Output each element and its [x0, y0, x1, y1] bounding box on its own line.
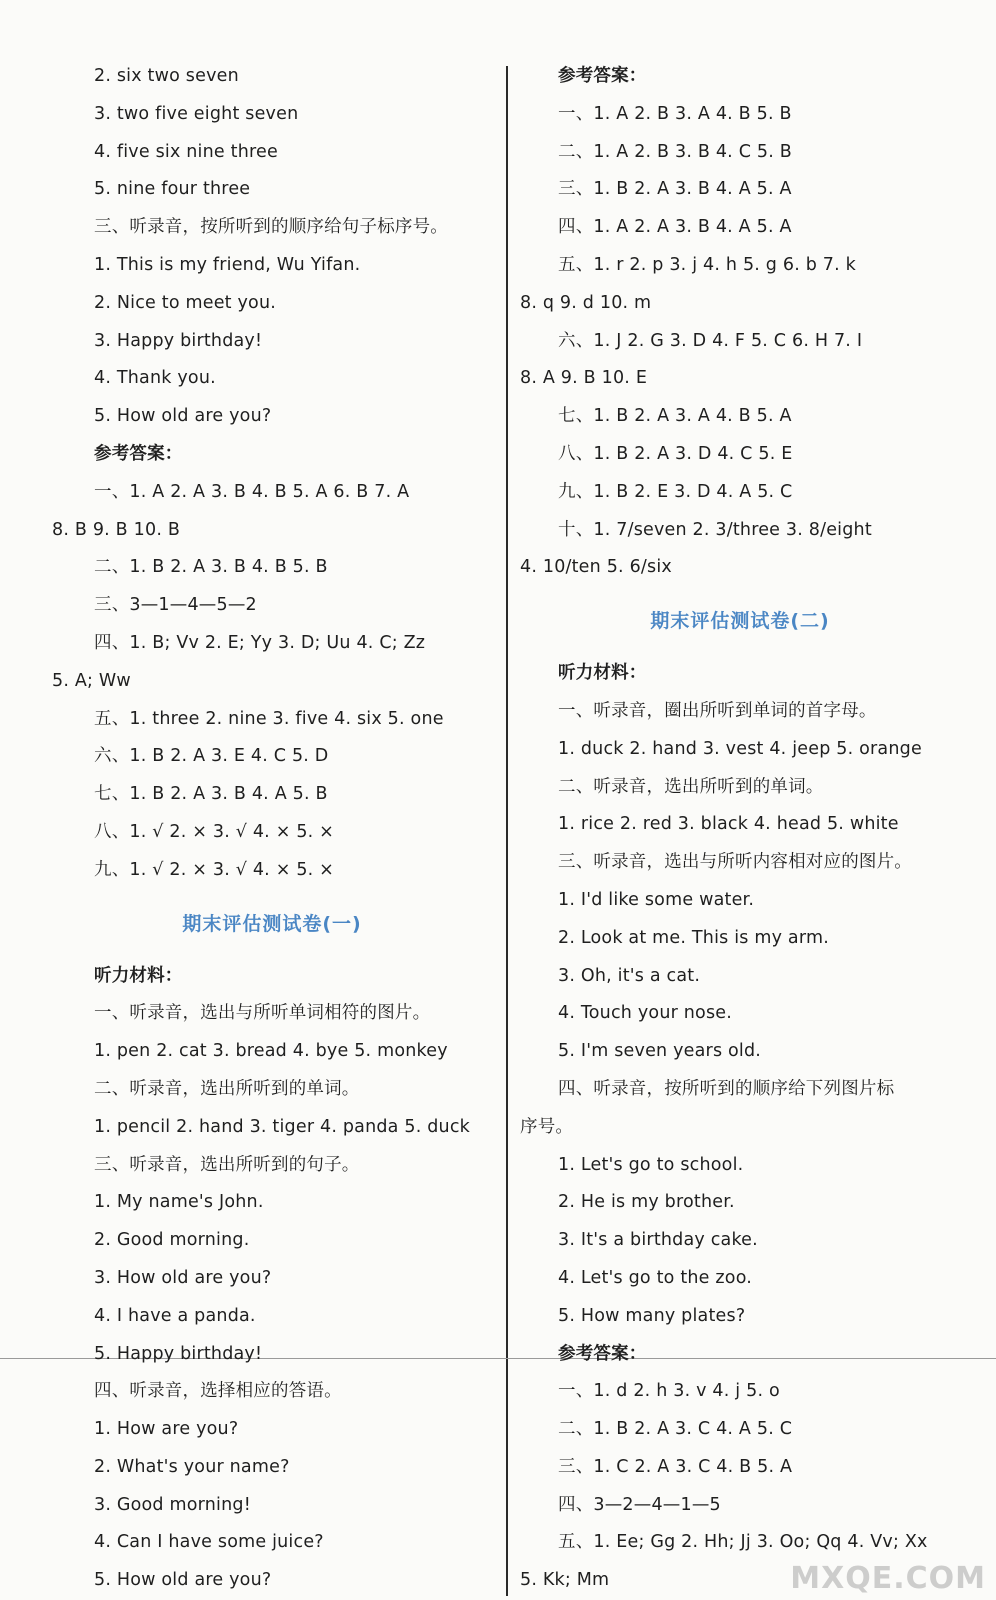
answer-line: 二、1. A 2. B 3. B 4. C 5. B: [558, 141, 792, 162]
text-line: 4. I have a panda.: [94, 1305, 256, 1326]
text-line: 4. Touch your nose.: [558, 1003, 733, 1024]
text-line: 3. How old are you?: [94, 1267, 272, 1288]
listening-label: 听力材料：: [558, 663, 647, 684]
text-line: 2. Good morning.: [94, 1230, 250, 1251]
answer-line: 8. q 9. d 10. m: [520, 292, 652, 313]
site-watermark: MXQE.COM: [790, 1561, 986, 1596]
text-line: 3. Good morning!: [94, 1494, 251, 1515]
text-line: 5. How old are you?: [94, 1570, 272, 1591]
answer-line: 十、1. 7/seven 2. 3/three 3. 8/eight: [558, 519, 872, 540]
text-line: 4. Can I have some juice?: [94, 1532, 324, 1553]
answer-line: 4. 10/ten 5. 6/six: [520, 557, 672, 578]
text-line: 2. Look at me. This is my arm.: [558, 927, 829, 948]
answer-line: 一、1. A 2. B 3. A 4. B 5. B: [558, 103, 792, 124]
question-title: 一、听录音，圈出所听到单词的首字母。: [558, 700, 877, 721]
question-title: 四、听录音，按所听到的顺序给下列图片标: [558, 1078, 895, 1099]
answer-line: 二、1. B 2. A 3. C 4. A 5. C: [558, 1419, 793, 1440]
text-line: 3. Happy birthday!: [94, 330, 263, 351]
text-line: 4. Thank you.: [94, 368, 216, 389]
text-line: 1. duck 2. hand 3. vest 4. jeep 5. orange: [558, 738, 922, 759]
text-line: 4. five six nine three: [94, 141, 278, 162]
text-line: 1. pencil 2. hand 3. tiger 4. panda 5. duck: [94, 1116, 470, 1137]
text-line: 5. How old are you?: [94, 406, 272, 427]
text-line: 1. pen 2. cat 3. bread 4. bye 5. monkey: [94, 1041, 448, 1062]
text-line: 5. How many plates?: [558, 1305, 746, 1326]
right-column: [520, 58, 960, 1600]
answer-line: 8. B 9. B 10. B: [52, 519, 181, 540]
text-line: 2. Nice to meet you.: [94, 292, 277, 313]
question-title: 二、听录音，选出所听到的单词。: [558, 776, 824, 797]
answer-line: 四、1. B; Vv 2. E; Yy 3. D; Uu 4. C; Zz: [94, 632, 426, 653]
answer-line: 五、1. three 2. nine 3. five 4. six 5. one: [94, 708, 444, 729]
answer-line: 八、1. √ 2. × 3. √ 4. × 5. ×: [94, 821, 335, 842]
text-line: 1. rice 2. red 3. black 4. head 5. white: [558, 814, 899, 835]
text-line: 1. This is my friend, Wu Yifan.: [94, 254, 361, 275]
text-line: 1. How are you?: [94, 1419, 239, 1440]
text-line: 5. nine four three: [94, 179, 251, 200]
text-line: 5. I'm seven years old.: [558, 1041, 762, 1062]
answer-line: 七、1. B 2. A 3. B 4. A 5. B: [94, 784, 328, 805]
text-line: 1. I'd like some water.: [558, 889, 755, 910]
answer-line: 八、1. B 2. A 3. D 4. C 5. E: [558, 443, 793, 464]
question-title-cont: 序号。: [520, 1116, 574, 1137]
answer-line: 一、1. d 2. h 3. v 4. j 5. o: [558, 1381, 780, 1402]
section-heading: 期末评估测试卷(二): [650, 610, 830, 633]
text-line: 1. Let's go to school.: [558, 1154, 744, 1175]
question-title: 二、听录音，选出所听到的单词。: [94, 1078, 360, 1099]
answer-line: 5. A; Ww: [52, 670, 131, 691]
text-line: 3. Oh, it's a cat.: [558, 965, 701, 986]
answer-line: 8. A 9. B 10. E: [520, 368, 648, 389]
answer-key-label: 参考答案：: [94, 443, 183, 464]
answer-line: 六、1. B 2. A 3. E 4. C 5. D: [94, 746, 329, 767]
answer-line: 九、1. √ 2. × 3. √ 4. × 5. ×: [94, 859, 335, 880]
section-heading: 期末评估测试卷(一): [182, 912, 362, 935]
listening-label: 听力材料：: [94, 965, 183, 986]
column-divider: [506, 66, 508, 1596]
answer-line: 5. Kk; Mm: [520, 1570, 610, 1591]
answer-line: 一、1. A 2. A 3. B 4. B 5. A 6. B 7. A: [94, 481, 410, 502]
answer-line: 三、1. B 2. A 3. B 4. A 5. A: [558, 179, 792, 200]
answer-line: 五、1. r 2. p 3. j 4. h 5. g 6. b 7. k: [558, 254, 857, 275]
answer-key-label: 参考答案：: [558, 1343, 647, 1364]
answer-line: 六、1. J 2. G 3. D 4. F 5. C 6. H 7. I: [558, 330, 863, 351]
question-title: 四、听录音，选择相应的答语。: [94, 1381, 342, 1402]
answer-line: 九、1. B 2. E 3. D 4. A 5. C: [558, 481, 793, 502]
left-column: [52, 58, 492, 1600]
answer-line: 四、1. A 2. A 3. B 4. A 5. A: [558, 217, 792, 238]
question-title: 一、听录音，选出与所听单词相符的图片。: [94, 1003, 431, 1024]
text-line: 5. Happy birthday!: [94, 1343, 263, 1364]
text-line: 2. six two seven: [94, 66, 239, 86]
answer-line: 二、1. B 2. A 3. B 4. B 5. B: [94, 557, 328, 578]
answer-key-label: 参考答案：: [558, 66, 647, 86]
answer-line: 四、3—2—4—1—5: [558, 1494, 721, 1515]
question-title: 三、听录音，选出与所听内容相对应的图片。: [558, 852, 912, 873]
text-line: 3. It's a birthday cake.: [558, 1230, 758, 1251]
text-line: 4. Let's go to the zoo.: [558, 1267, 753, 1288]
text-line: 3. two five eight seven: [94, 103, 299, 124]
text-line: 1. My name's John.: [94, 1192, 264, 1213]
answer-line: 三、3—1—4—5—2: [94, 595, 257, 616]
answer-line: 三、1. C 2. A 3. C 4. B 5. A: [558, 1456, 793, 1477]
text-line: 2. What's your name?: [94, 1456, 290, 1477]
answer-line: 五、1. Ee; Gg 2. Hh; Jj 3. Oo; Qq 4. Vv; Xx: [558, 1532, 928, 1553]
question-title: 三、听录音，选出所听到的句子。: [94, 1154, 360, 1175]
question-title: 三、听录音，按所听到的顺序给句子标序号。: [94, 217, 448, 238]
text-line: 2. He is my brother.: [558, 1192, 735, 1213]
answer-line: 七、1. B 2. A 3. A 4. B 5. A: [558, 406, 792, 427]
